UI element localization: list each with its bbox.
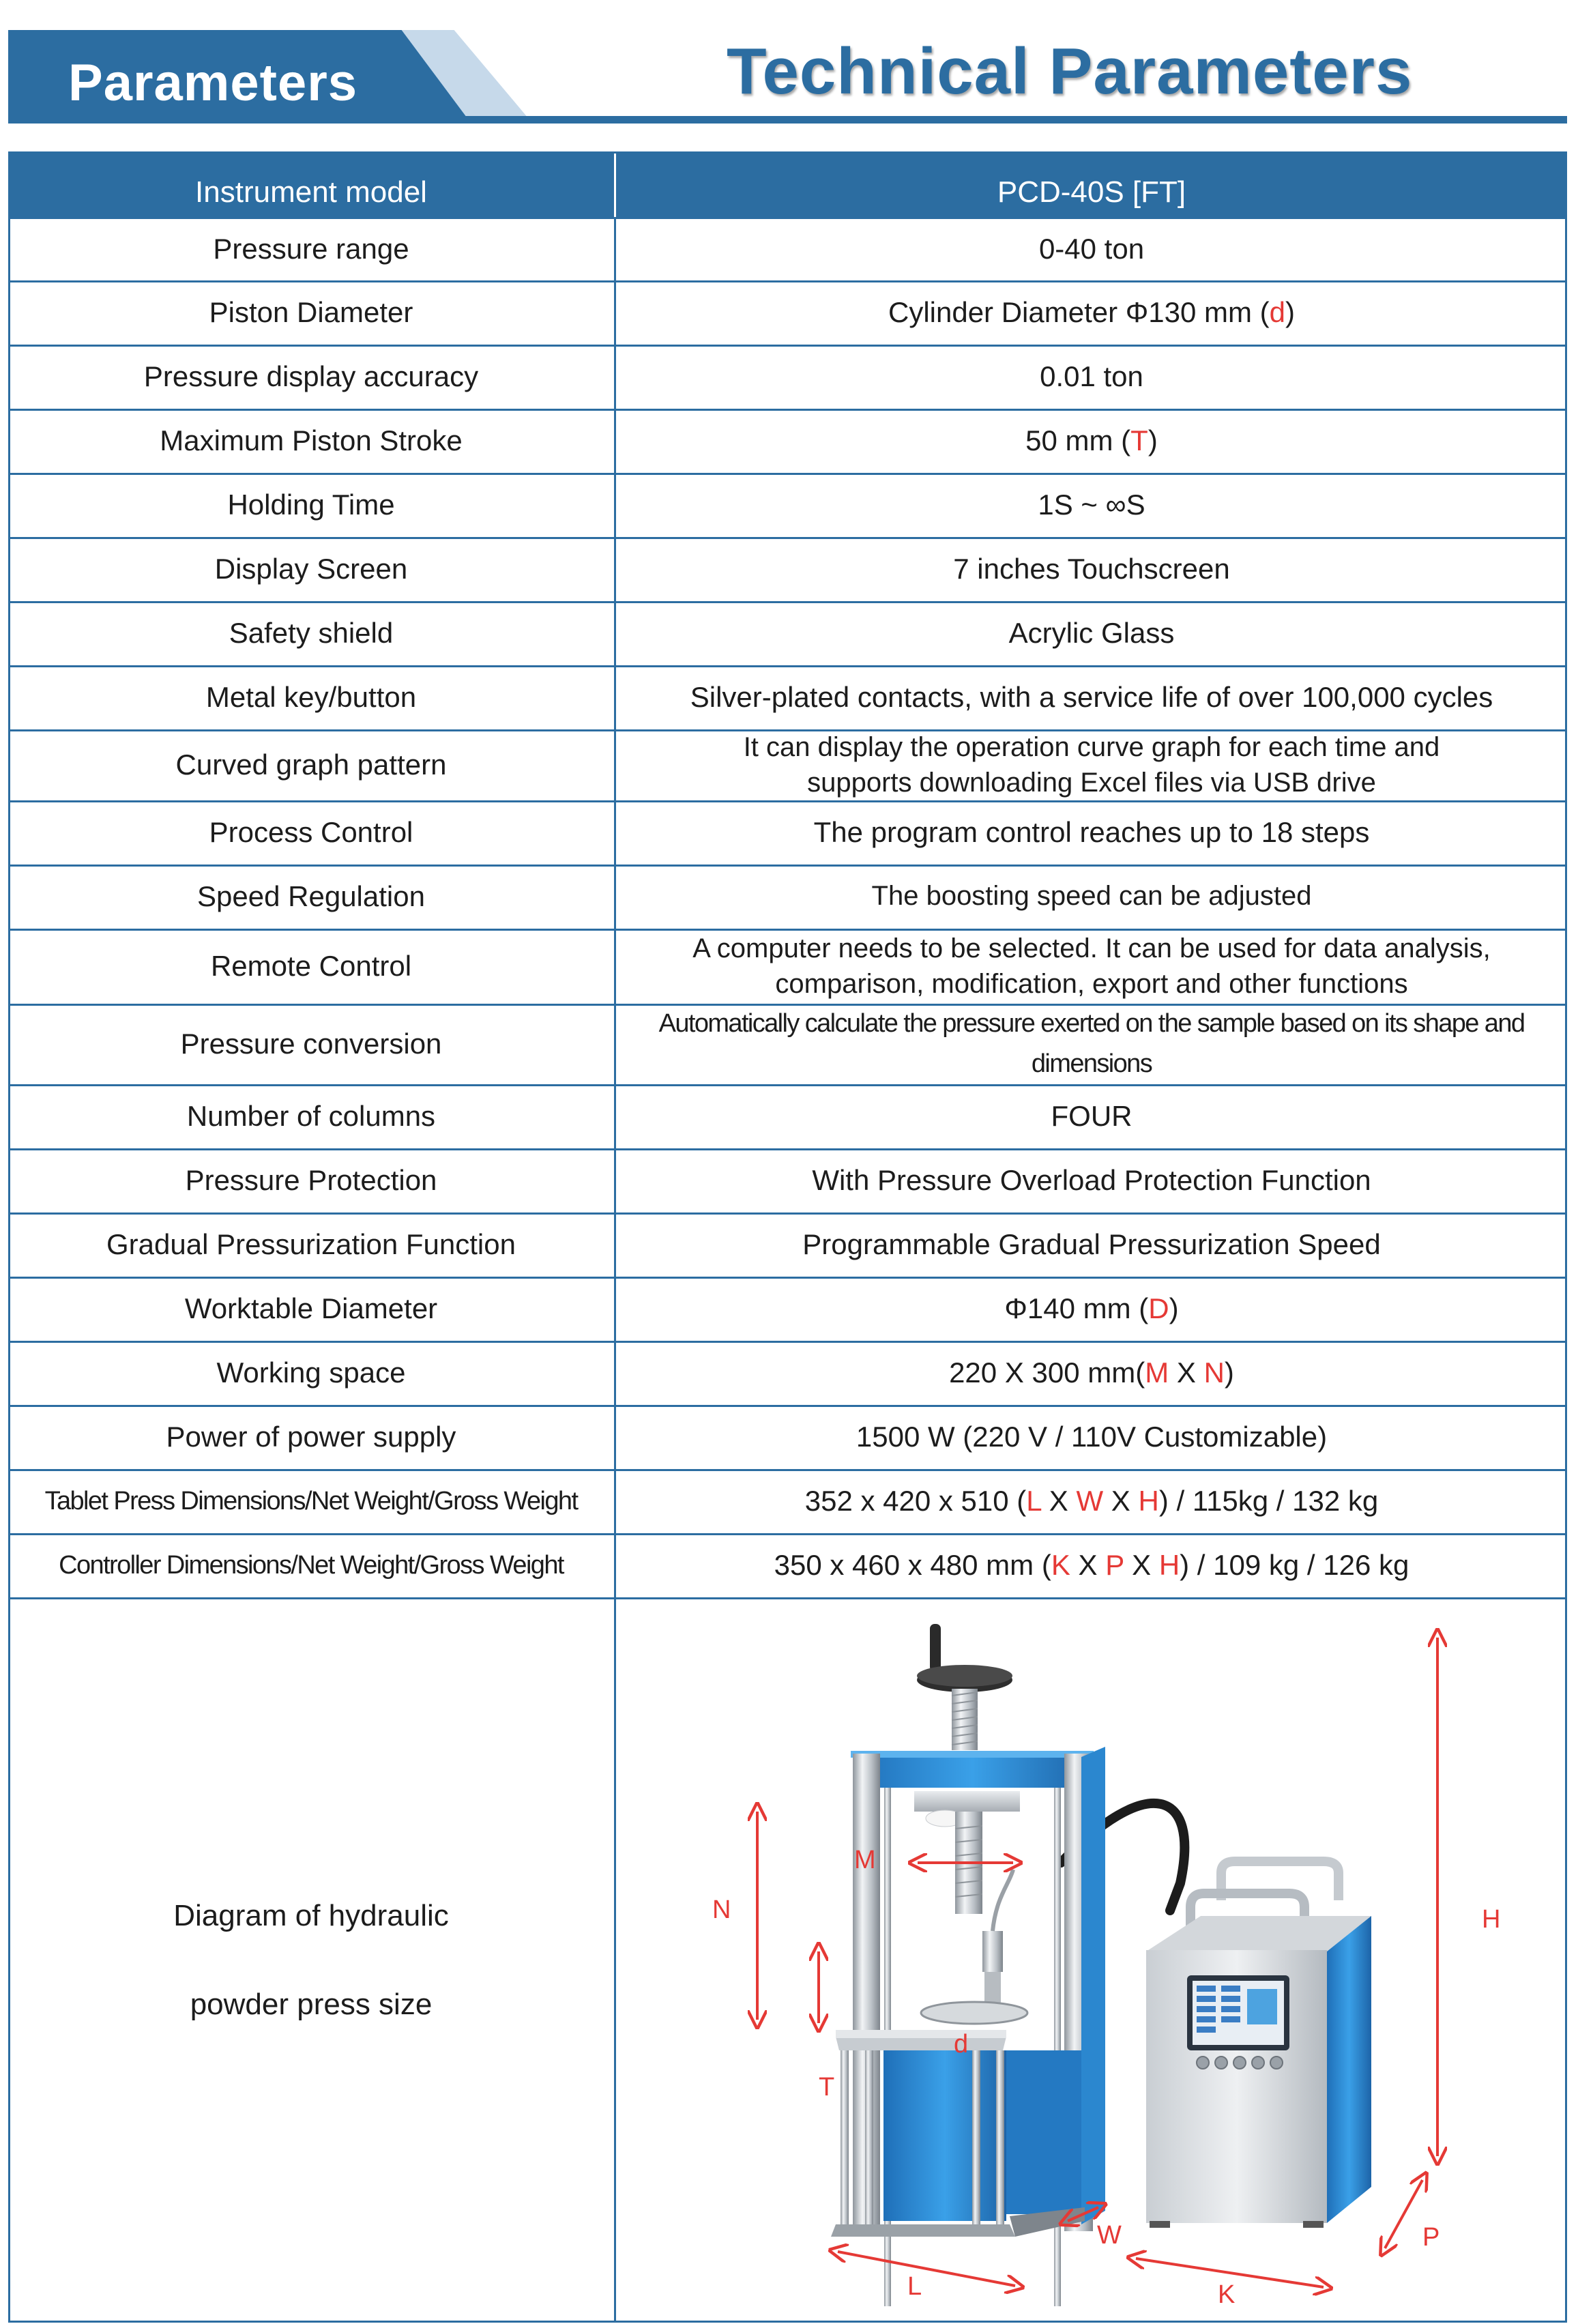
row-label: Gradual Pressurization Function — [106, 1228, 516, 1261]
row-label: Pressure range — [213, 232, 409, 265]
dim-label-T: T — [819, 2073, 835, 2102]
row-label: Holding Time — [227, 489, 395, 521]
row-value: Programmable Gradual Pressurization Speed — [614, 1212, 1567, 1277]
dim-label-P: P — [1422, 2223, 1440, 2252]
row-label: Safety shield — [229, 617, 394, 650]
row-label: Process Control — [209, 816, 413, 849]
row-value: FOUR — [614, 1084, 1567, 1148]
row-value: 1500 W (220 V / 110V Customizable) — [614, 1405, 1567, 1469]
section-title: Parameters — [68, 54, 358, 112]
row-label: Remote Control — [210, 950, 412, 983]
row-value: A computer needs to be selected. It can be used for data analysis, comparison, modification, export and other functions — [614, 929, 1567, 1004]
row-value: 0.01 ton — [614, 345, 1567, 409]
row-label: Pressure display accuracy — [143, 360, 479, 393]
row-value: 7 inches Touchscreen — [614, 537, 1567, 601]
dim-label-H: H — [1482, 1905, 1501, 1934]
row-label: Working space — [216, 1356, 406, 1389]
row-label: Pressure conversion — [180, 1028, 442, 1060]
row-value: The program control reaches up to 18 steps — [614, 800, 1567, 865]
row-label: Maximum Piston Stroke — [160, 424, 463, 457]
row-value: Φ140 mm (D) — [614, 1277, 1567, 1341]
row-value: 0-40 ton — [614, 217, 1567, 280]
row-value: Cylinder Diameter Φ130 mm (d) — [614, 280, 1567, 345]
row-label: Controller Dimensions/Net Weight/Gross Weight — [59, 1550, 564, 1580]
row-value: 220 X 300 mm(M X N) — [614, 1341, 1567, 1405]
row-label: Power of power supply — [166, 1421, 456, 1453]
row-value: With Pressure Overload Protection Function — [614, 1148, 1567, 1212]
hydraulic-press — [831, 1624, 1105, 2306]
row-value: 352 x 420 x 510 (L X W X H) / 115kg / 132 kg — [614, 1469, 1567, 1533]
row-value: 1S ~ ∞S — [614, 473, 1567, 537]
row-label: Worktable Diameter — [184, 1292, 438, 1325]
dim-arrow-L — [838, 2252, 1015, 2286]
dim-label-d: d — [954, 2030, 969, 2059]
dim-arrow-P — [1385, 2180, 1422, 2248]
row-label: Piston Diameter — [209, 296, 413, 329]
row-label: Curved graph pattern — [175, 749, 447, 781]
row-value: It can display the operation curve graph for each time and supports downloading Excel files via USB drive — [614, 729, 1567, 800]
dim-label-M: M — [854, 1846, 876, 1874]
row-value: 350 x 460 x 480 mm (K X P X H) / 109 kg / 126 kg — [614, 1533, 1567, 1597]
row-value: The boosting speed can be adjusted — [614, 865, 1567, 929]
page-title: Technical Parameters — [727, 35, 1413, 108]
header-label: Instrument model — [195, 175, 427, 209]
diagram-label-line1: Diagram of hydraulic — [173, 1899, 449, 1932]
row-value: 50 mm (T) — [614, 409, 1567, 473]
row-label: Display Screen — [214, 553, 408, 585]
row-label: Number of columns — [186, 1100, 436, 1133]
row-label: Speed Regulation — [197, 880, 425, 913]
row-label: Metal key/button — [205, 681, 417, 714]
dim-label-K: K — [1218, 2280, 1236, 2309]
row-label: Tablet Press Dimensions/Net Weight/Gross Weight — [44, 1486, 578, 1515]
header-value: PCD-40S [FT] — [614, 151, 1567, 217]
row-value: Silver-plated contacts, with a service life of over 100,000 cycles — [614, 665, 1567, 729]
row-label: Pressure Protection — [185, 1164, 437, 1197]
diagram-label-line2: powder press size — [190, 1988, 433, 2021]
row-value: Acrylic Glass — [614, 601, 1567, 665]
dim-label-L: L — [907, 2272, 922, 2301]
dim-label-W: W — [1097, 2221, 1122, 2250]
controller-box — [1146, 1861, 1371, 2228]
dim-label-N: N — [712, 1895, 731, 1924]
row-value: Automatically calculate the pressure exerted on the sample based on its shape and dimensions — [614, 1004, 1567, 1084]
